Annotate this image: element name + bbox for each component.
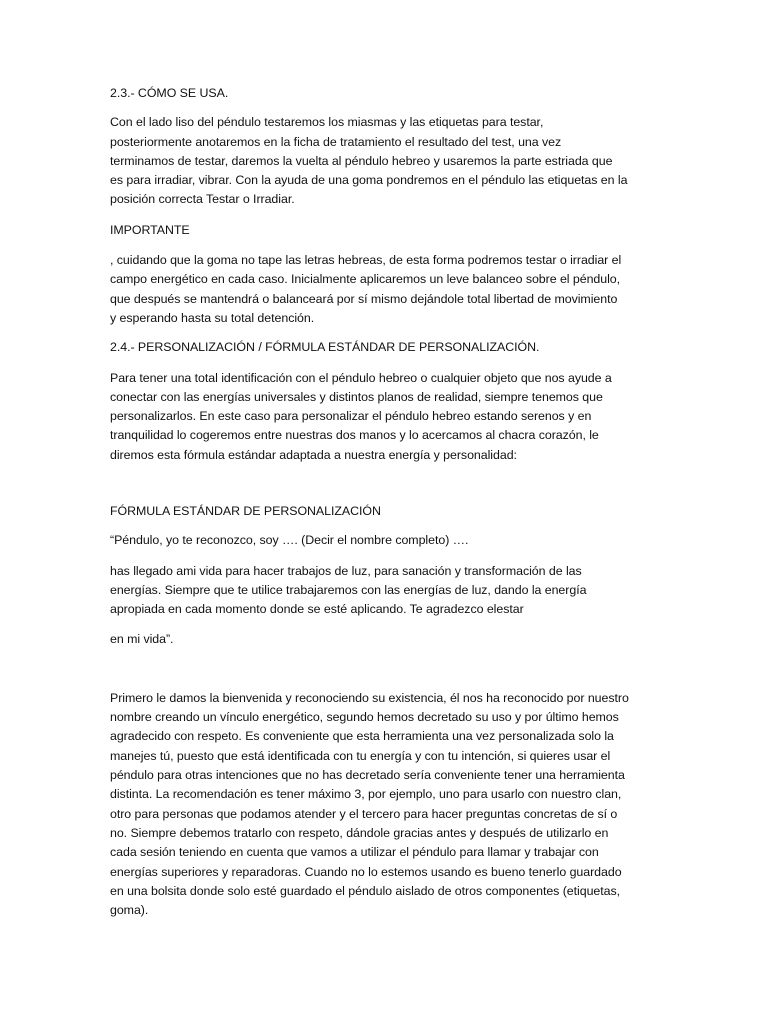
paragraph-line: agradecido con respeto. Es conveniente que esta herramienta una vez personalizada solo la <box>110 729 614 744</box>
paragraph-line: péndulo para otras intenciones que no has decretado sería conveniente tener una herramienta <box>110 768 625 783</box>
paragraph-line: goma). <box>110 903 149 918</box>
paragraph-line: , cuidando que la goma no tape las letras hebreas, de esta forma podremos testar o irradiar el <box>110 253 622 268</box>
paragraph-usage <box>110 113 670 209</box>
paragraph-line: distinta. La recomendación es tener máximo 3, por ejemplo, uno para usarlo con nuestro clan, <box>110 787 622 802</box>
section-heading-2-4: 2.4.- PERSONALIZACIÓN / FÓRMULA ESTÁNDAR DE PERSONALIZACIÓN. <box>110 340 540 355</box>
paragraph-closing <box>110 689 670 921</box>
formula-line: “Péndulo, yo te reconozco, soy …. (Decir el nombre completo) …. <box>110 533 469 548</box>
paragraph-line: otro para personas que podamos atender y el tercero para hacer preguntas concretas de sí o <box>110 806 618 821</box>
paragraph-line: y esperando hasta su total detención. <box>110 310 315 325</box>
paragraph-important <box>110 251 670 328</box>
paragraph-line: apropiada en cada momento donde se esté aplicando. Te agradezco elestar <box>110 602 524 617</box>
paragraph-line: no. Siempre debemos tratarlo con respeto, dándole gracias antes y después de utilizarlo en <box>110 825 609 840</box>
paragraph-line: energías. Siempre que te utilice trabajaremos con las energías de luz, dando la energía <box>110 582 587 597</box>
paragraph-line: campo energético en cada caso. Inicialmente aplicaremos un leve balanceo sobre el péndulo, <box>110 272 621 287</box>
paragraph-line: conectar con las energías universales y distintos planos de realidad, siempre tenemos que <box>110 389 603 404</box>
paragraph-line: en una bolsita donde solo esté guardado el péndulo aislado de otros componentes (etiquetas, <box>110 883 621 898</box>
important-label: IMPORTANTE <box>110 222 190 237</box>
section-heading-2-3: 2.3.- CÓMO SE USA. <box>110 86 229 100</box>
paragraph-line: Con el lado liso del péndulo testaremos los miasmas y las etiquetas para testar, <box>110 115 544 130</box>
paragraph-line: manejes tú, puesto que está identificada con tu energía y con tu intención, si quieres usar el <box>110 748 611 763</box>
paragraph-line: es para irradiar, vibrar. Con la ayuda de una goma pondremos en el péndulo las etiquetas en la <box>110 173 628 188</box>
formula-title: FÓRMULA ESTÁNDAR DE PERSONALIZACIÓN <box>110 504 381 519</box>
paragraph-line: personalizarlos. En este caso para personalizar el péndulo hebreo estando serenos y en <box>110 409 592 424</box>
paragraph-line: posteriormente anotaremos en la ficha de tratamiento el resultado del test, una vez <box>110 134 562 149</box>
paragraph-line: Primero le damos la bienvenida y reconociendo su existencia, él nos ha reconocido por nuestro <box>110 690 629 705</box>
paragraph-line: terminamos de testar, daremos la vuelta al péndulo hebreo y usaremos la parte estriada que <box>110 153 613 168</box>
paragraph-line: energías superiores y reparadoras. Cuando no lo estemos usando es bueno tenerlo guardado <box>110 864 622 879</box>
formula-paragraph <box>110 562 670 620</box>
document-page <box>110 84 670 920</box>
paragraph-line: Para tener una total identificación con el péndulo hebreo o cualquier objeto que nos ayude a <box>110 370 612 385</box>
paragraph-line: posición correcta Testar o Irradiar. <box>110 192 295 207</box>
paragraph-line: que después se mantendrá o balanceará por sí mismo dejándole total libertad de movimiento <box>110 291 618 306</box>
paragraph-line: has llegado ami vida para hacer trabajos de luz, para sanación y transformación de las <box>110 563 582 578</box>
formula-ending: en mi vida”. <box>110 631 174 646</box>
paragraph-line: cada sesión teniendo en cuenta que vamos a utilizar el péndulo para llamar y trabajar con <box>110 845 599 860</box>
paragraph-line: diremos esta fórmula estándar adaptada a nuestra energía y personalidad: <box>110 447 517 462</box>
paragraph-line: tranquilidad lo cogeremos entre nuestras dos manos y lo acercamos al chacra corazón, le <box>110 428 599 443</box>
paragraph-personalization <box>110 369 670 465</box>
paragraph-line: nombre creando un vínculo energético, segundo hemos decretado su uso y por último hemos <box>110 710 619 725</box>
